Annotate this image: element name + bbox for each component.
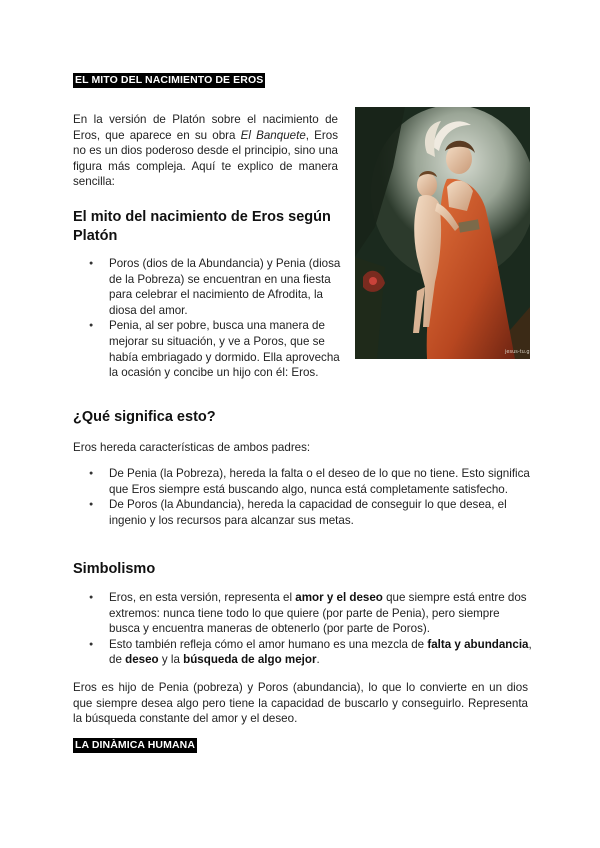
list-item: ● Poros (dios de la Abundancia) y Penia (diosa de la Pobreza) se encuentran en una fiesta para celebrar el nacimiento de Afrodita, la diosa del amor. <box>73 256 343 318</box>
painting-watermark: jesus-tu.g <box>505 349 530 355</box>
bold-run: amor y el deseo <box>295 591 383 604</box>
text-run: , de <box>109 637 532 667</box>
list-item: ● De Penia (la Pobreza), hereda la falta o el deseo de lo que no tiene. Esto significa que Eros siempre está buscando algo, nunca está completamente satisfecho. <box>73 466 533 497</box>
intro-paragraph <box>73 112 338 190</box>
section-label-mito: EL MITO DEL NACIMIENTO DE EROS <box>75 74 264 86</box>
text-run: Eros, en esta versión, representa el <box>109 591 296 604</box>
section-label-dinamica: LA DINÀMICA HUMANA <box>75 739 196 751</box>
heading-mito-platon: El mito del nacimiento de Eros según Platón <box>73 209 331 244</box>
list-item <box>73 637 533 668</box>
bold-run: falta y abundancia <box>427 637 529 651</box>
eros-painting-image <box>355 107 530 359</box>
hereda-paragraph: Eros hereda características de ambos padres: <box>73 441 311 454</box>
bold-run: búsqueda de algo mejor <box>183 653 317 667</box>
heading-simbolismo: Simbolismo <box>73 561 156 577</box>
text-run: Esto también refleja cómo el amor humano es una mezcla de <box>109 637 428 651</box>
conclusion-paragraph: Eros es hijo de Penia (pobreza) y Poros (abundancia), lo que lo convierte en un dios que siempre desea algo pero tiene la capacidad de buscarlo y conseguirlo. Representa la búsqueda constante del amor y el deseo. <box>73 681 528 726</box>
text-run: y la <box>158 653 184 667</box>
herencia-list <box>73 466 533 528</box>
list-item: ● Penia, al ser pobre, busca una manera de mejorar su situación, y ve a Poros, que se había embriagado y dormido. Ella aprovecha la ocasión y concibe un hijo con él: Eros. <box>73 318 343 380</box>
intro-text-before: En la versión de Platón sobre el nacimiento de Eros, que aparece en su obra <box>73 113 338 142</box>
bold-run: deseo <box>125 653 159 667</box>
text-run: . <box>316 653 320 667</box>
heading-que-significa: ¿Qué significa esto? <box>73 409 216 425</box>
text-run: que siempre está entre dos extremos: nunca tiene todo lo que quiere (por parte de Penia), pero siempre busca y encuentra maneras de obtenerlo (por parte de Poros). <box>109 591 527 636</box>
simbolismo-list <box>73 590 533 668</box>
mito-list <box>73 256 343 381</box>
intro-work-title: El Banquete <box>240 128 306 142</box>
intro-text-after: , Eros no es un dios poderoso desde el principio, sino una figura más compleja. Aquí te explico de manera sencilla: <box>73 128 339 189</box>
list-item <box>73 590 533 637</box>
list-item: ● De Poros (la Abundancia), hereda la capacidad de conseguir lo que desea, el ingenio y los recursos para alcanzar sus metas. <box>73 497 533 528</box>
